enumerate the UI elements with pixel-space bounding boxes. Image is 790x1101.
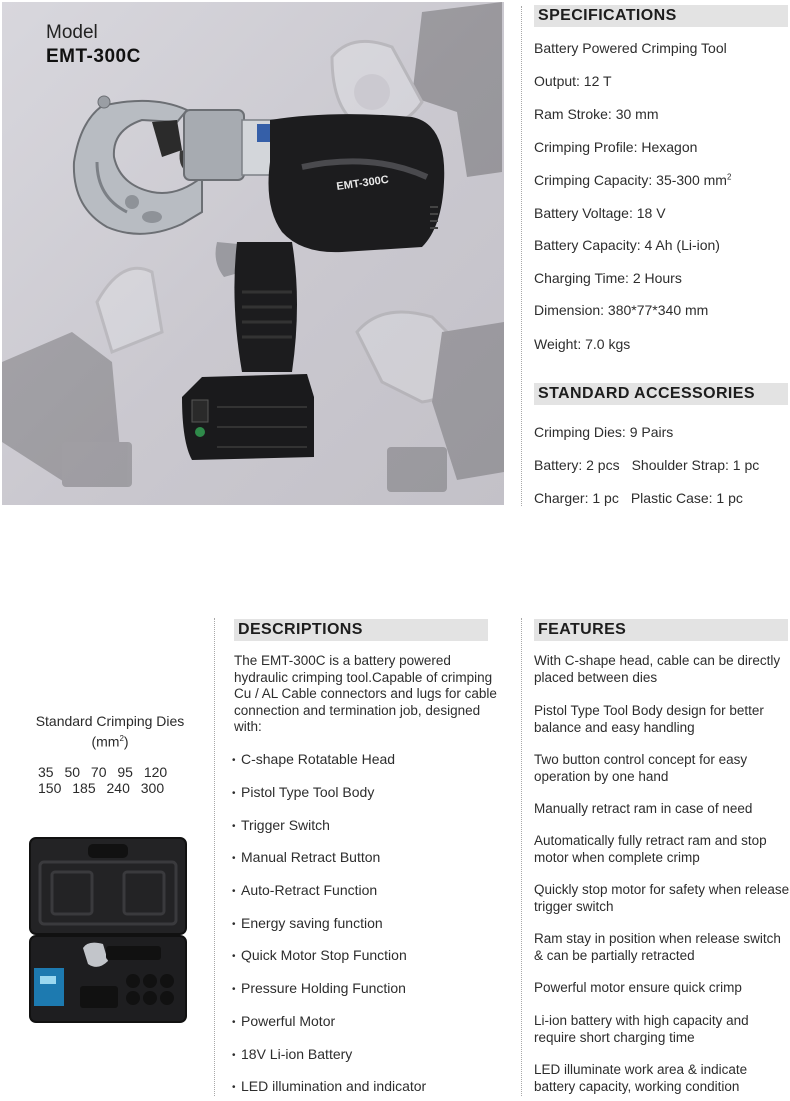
description-item-text: Auto-Retract Function [241,882,378,898]
description-item-text: 18V Li-ion Battery [241,1046,353,1062]
description-item-text: Pistol Type Tool Body [241,784,375,800]
spec-item: Crimping Profile: Hexagon [534,139,698,155]
description-item [232,784,374,800]
feature-item: Powerful motor ensure quick crimp [534,980,742,995]
spec-item: Battery Voltage: 18 V [534,205,666,221]
description-item [232,980,406,996]
carry-case-image [28,836,188,1026]
accessory-item: Plastic Case: 1 pc [630,490,743,506]
superscript: 2 [119,734,124,743]
description-item [232,817,330,833]
mid-left-divider [214,618,215,1096]
description-item [232,947,407,963]
spec-item-text: Crimping Capacity: 35-300 mm [534,172,727,188]
accessory-row [534,457,771,473]
description-item [232,751,395,767]
hydraulic-cylinder [184,110,280,180]
description-item [232,1078,426,1094]
specifications-heading: SPECIFICATIONS [534,5,788,27]
bullet-icon: • [232,919,236,930]
spec-item: Ram Stroke: 30 mm [534,106,659,122]
bullet-icon: • [232,1050,236,1061]
spec-item: Battery Powered Crimping Tool [534,40,727,56]
features-heading: FEATURES [534,619,788,641]
feature-item: LED illuminate work area & indicate battery capacity, working condition [534,1062,748,1094]
spec-item: Weight: 7.0 kgs [534,336,631,352]
bullet-icon: • [232,951,236,962]
spec-item: Dimension: 380*77*340 mm [534,302,709,318]
spec-item: Output: 12 T [534,73,612,89]
spec-item: Charging Time: 2 Hours [534,270,682,286]
bullet-icon: • [232,1017,236,1028]
description-item [232,1046,352,1062]
model-name: EMT-300C [46,46,141,67]
feature-item: Pistol Type Tool Body design for better balance and easy handling [534,703,764,735]
background-tool-bottom-right [357,312,504,492]
charger-icon [34,968,64,1006]
mid-right-divider [521,618,522,1096]
product-hero-image [2,2,504,505]
description-item [232,1013,335,1029]
feature-item: Quickly stop motor for safety when release trigger switch [534,882,790,914]
description-item-text: Pressure Holding Function [241,980,406,996]
bullet-icon: • [232,853,236,864]
top-divider [521,6,522,506]
bullet-icon: • [232,1082,236,1093]
feature-item: Manually retract ram in case of need [534,801,753,816]
accessory-item: Charger: 1 pc [534,490,619,506]
bullet-icon: • [232,984,236,995]
model-label: Model [46,22,98,43]
bullet-icon: • [232,788,236,799]
description-item [232,915,383,931]
description-item-text: C-shape Rotatable Head [241,751,396,767]
dies-unit: (mm [91,733,120,750]
description-item-text: Energy saving function [241,915,383,931]
feature-item: With C-shape head, cable can be directly placed between dies [534,653,781,685]
crimping-tool-illustration [2,2,504,505]
dies-sizes-row-2: 150 185 240 300 [38,780,165,796]
accessory-row [534,490,755,506]
feature-item: Two button control concept for easy operation by one hand [534,752,748,784]
superscript: 2 [726,172,732,182]
description-item [232,849,380,865]
dies-unit-close: ) [123,733,129,750]
body-model-badge: EMT-300C [335,173,390,193]
background-tool-left [2,268,162,487]
description-item-text: Trigger Switch [241,817,330,833]
feature-item: Ram stay in position when release switch & can be partially retracted [534,931,781,963]
battery-led-icon [195,427,205,437]
description-item-text: Powerful Motor [241,1013,336,1029]
dies-sizes-row-1: 35 50 70 95 120 [38,764,168,780]
spec-item: Battery Capacity: 4 Ah (Li-ion) [534,237,720,253]
description-item-text: Manual Retract Button [241,849,381,865]
accessories-heading: STANDARD ACCESSORIES [534,383,788,405]
spec-item [534,172,731,188]
description-item-text: Quick Motor Stop Function [241,947,407,963]
accessory-item: Battery: 2 pcs [534,457,620,473]
bullet-icon: • [232,886,236,897]
description-item-text: LED illumination and indicator [241,1078,427,1094]
feature-item: Li-ion battery with high capacity and require short charging time [534,1013,749,1045]
descriptions-heading: DESCRIPTIONS [234,619,488,641]
bullet-icon: • [232,755,236,766]
description-item [232,882,377,898]
accessory-item: Shoulder Strap: 1 pc [631,457,760,473]
dies-title-text: Standard Crimping Dies [35,713,185,729]
crimp-head [74,96,202,234]
accessory-item: Crimping Dies: 9 Pairs [534,424,674,440]
descriptions-intro: The EMT-300C is a battery powered hydraulic crimping tool.Capable of crimping Cu / AL Cable connectors and lugs for cable connection and termination job, designed with: [234,653,497,734]
dies-title [10,713,210,751]
feature-item: Automatically fully retract ram and stop motor when complete crimp [534,833,767,865]
bullet-icon: • [232,821,236,832]
